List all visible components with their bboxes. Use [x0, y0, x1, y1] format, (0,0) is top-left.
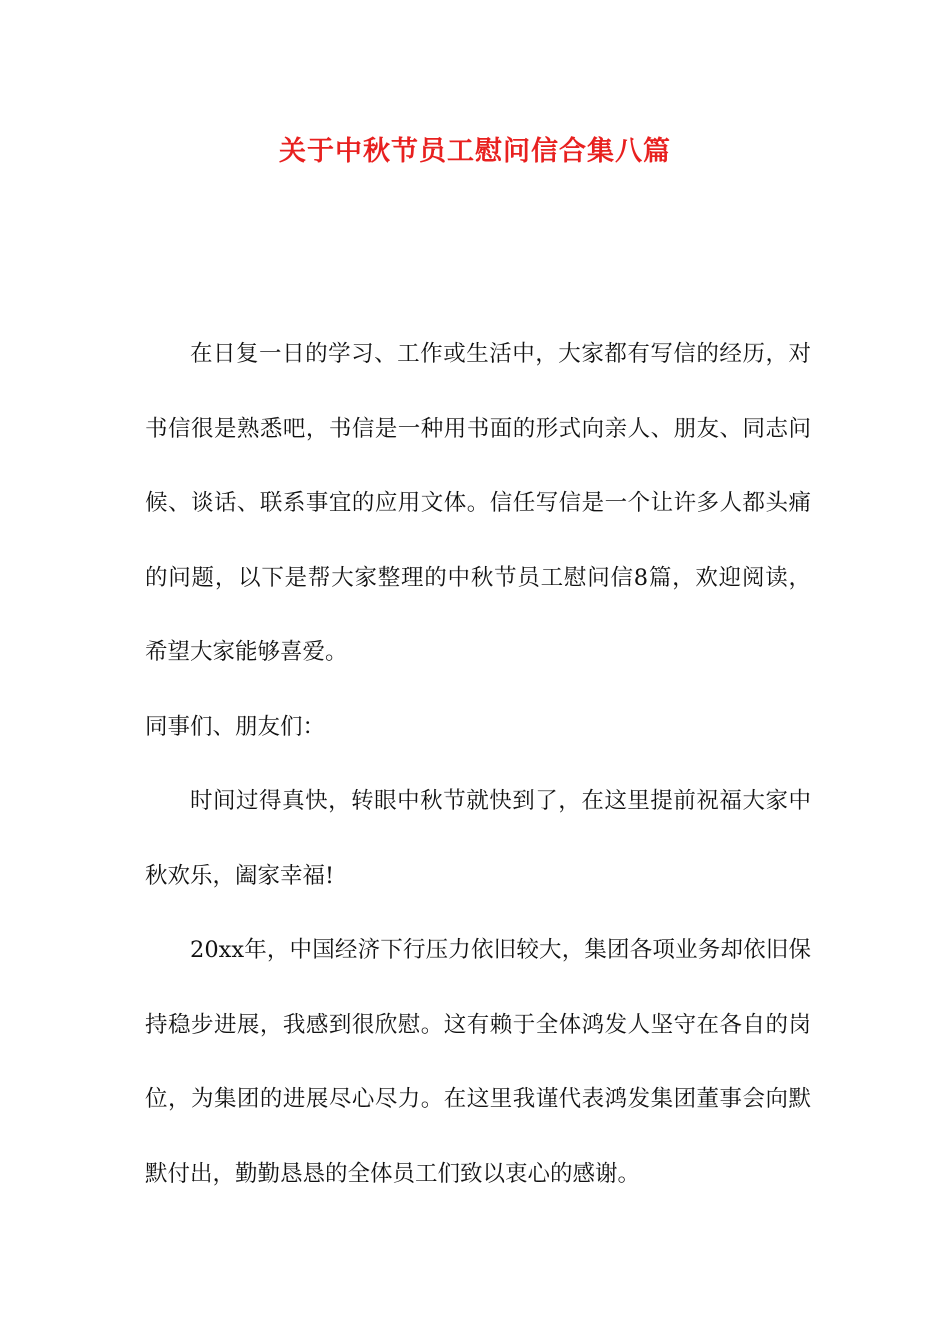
salutation: 同事们、朋友们：	[145, 713, 326, 740]
greeting-paragraph: 时间过得真快，转眼中秋节就快到了，在这里提前祝福大家中秋欢乐，阖家幸福!	[145, 788, 811, 889]
document-body	[145, 317, 811, 1211]
document-title: 关于中秋节员工慰问信合集八篇	[279, 136, 671, 167]
intro-paragraph: 在日复一日的学习、工作或生活中，大家都有写信的经历，对书信很是熟悉吧，书信是一种用书面的形式向亲人、朋友、同志问候、谈话、联系事宜的应用文体。信任写信是一个让许多人都头痛的问题，以下是帮大家整理的中秋节员工慰问信8篇，欢迎阅读，希望大家能够喜爱。	[145, 341, 811, 665]
thanks-paragraph: 20xx年，中国经济下行压力依旧较大，集团各项业务却依旧保持稳步进展，我感到很欣慰。这有赖于全体鸿发人坚守在各自的岗位，为集团的进展尽心尽力。在这里我谨代表鸿发集团董事会向默默付出，勤勤恳恳的全体员工们致以衷心的感谢。	[145, 937, 811, 1187]
